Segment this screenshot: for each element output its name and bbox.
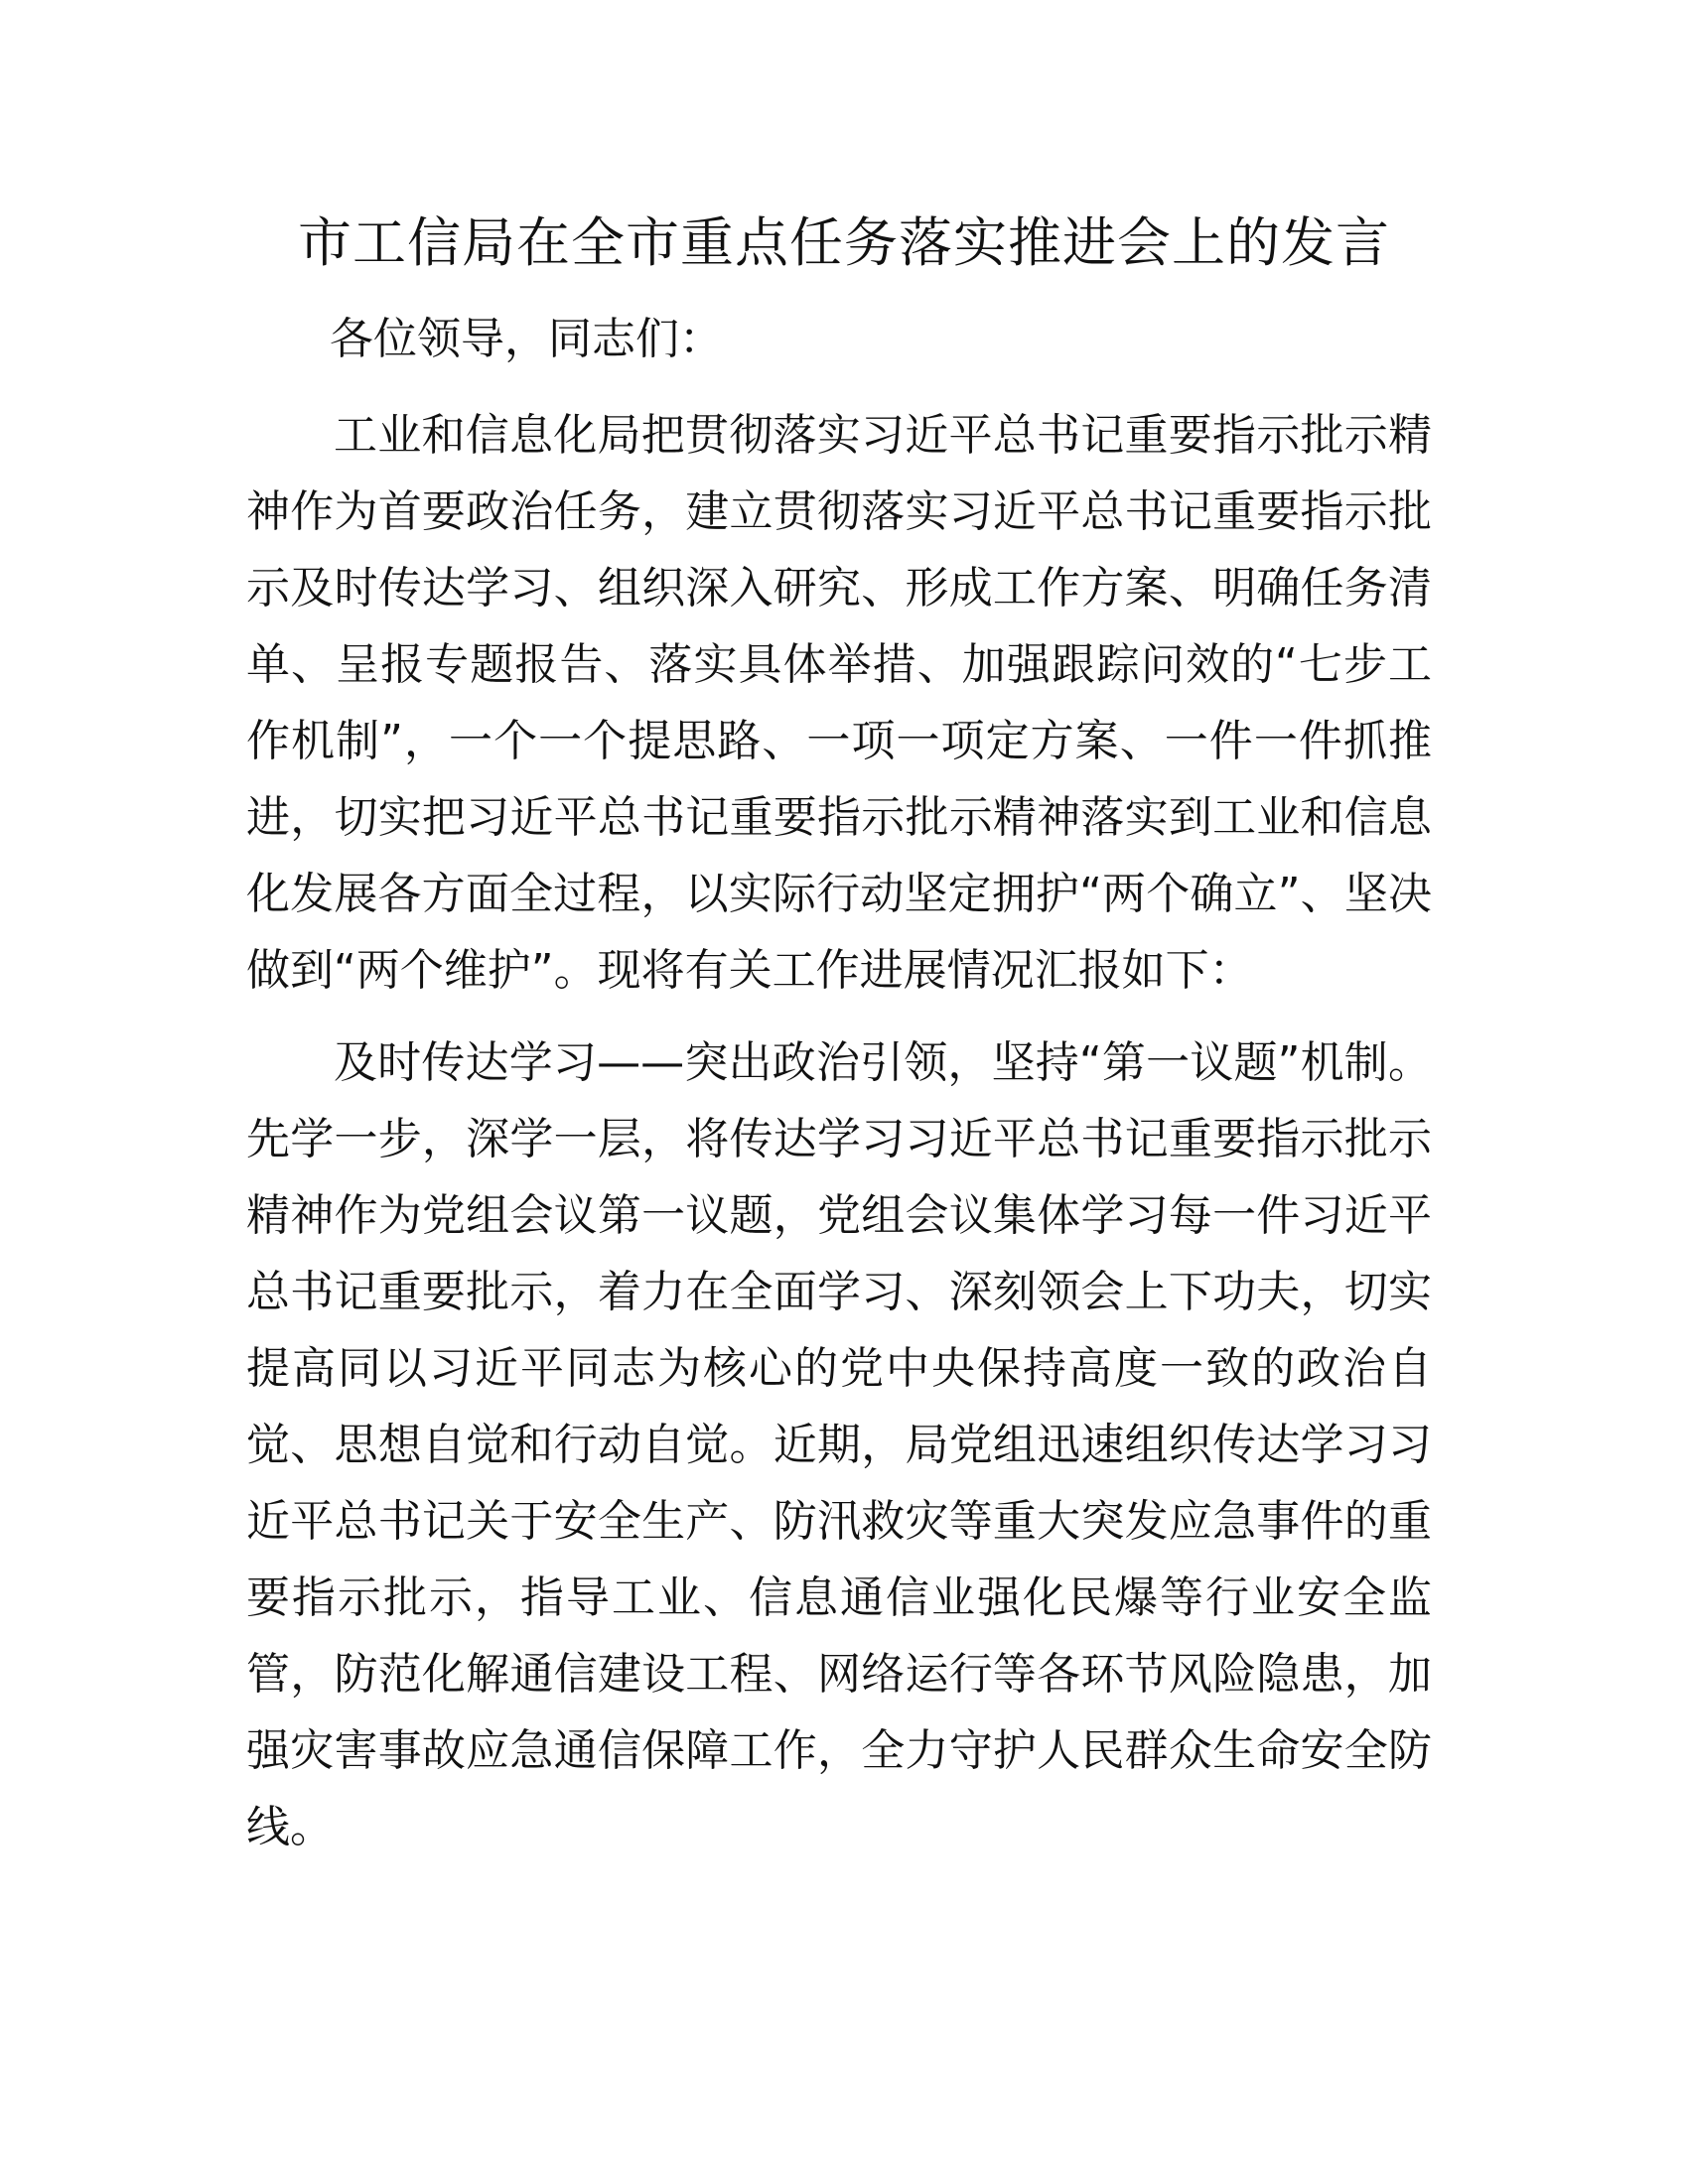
paragraph-intro: 工业和信息化局把贯彻落实习近平总书记重要指示批示精神作为首要政治任务，建立贯彻落实习近平总书记重要指示批示及时传达学习、组织深入研究、形成工作方案、明确任务清单、呈报专题报告、落实具体举措、加强跟踪问效的“七步工作机制”，一个一个提思路、一项一项定方案、一件一件抓推进，切实把习近平总书记重要指示批示精神落实到工业和信息化发展各方面全过程，以实际行动坚定拥护“两个确立”、坚决做到“两个维护”。现将有关工作进展情况汇报如下：	[246, 410, 1432, 996]
paragraph-study: 及时传达学习——突出政治引领，坚持“第一议题”机制。先学一步，深学一层，将传达学习习近平总书记重要指示批示精神作为党组会议第一议题，党组会议集体学习每一件习近平总书记重要批示，着力在全面学习、深刻领会上下功夫，切实提高同以习近平同志为核心的党中央保持高度一致的政治自觉、思想自觉和行动自觉。近期，局党组迅速组织传达学习习近平总书记关于安全生产、防汛救灾等重大突发应急事件的重要指示批示，指导工业、信息通信业强化民爆等行业安全监管，防范化解通信建设工程、网络运行等各环节风险隐患，加强灾害事故应急通信保障工作，全力守护人民群众生命安全防线。	[246, 1037, 1432, 1852]
document-title: 市工信局在全市重点任务落实推进会上的发言	[298, 211, 1390, 274]
salutation: 各位领导，同志们：	[330, 314, 723, 364]
